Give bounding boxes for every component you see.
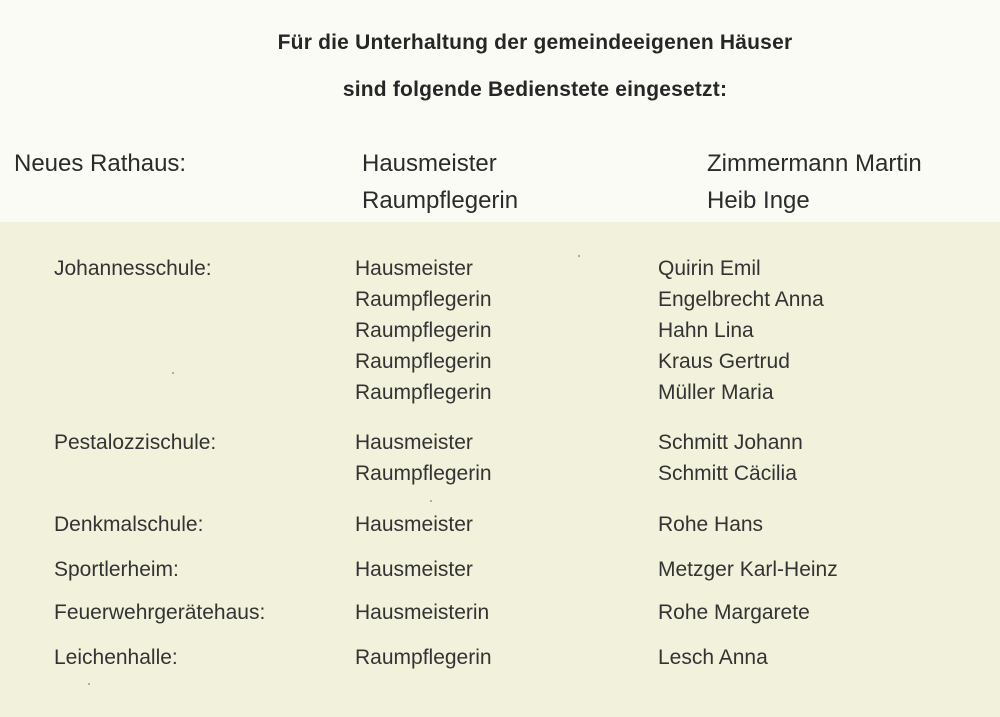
staff-name: Quirin Emil: [658, 257, 761, 280]
paper-speck: [172, 372, 174, 374]
staff-name: Lesch Anna: [658, 646, 768, 669]
building-name: Feuerwehrgerätehaus:: [54, 601, 266, 624]
staff-name: Rohe Margarete: [658, 601, 810, 624]
staff-name: Schmitt Johann: [658, 431, 803, 454]
building-name: Denkmalschule:: [54, 513, 204, 536]
staff-role: Hausmeister: [355, 431, 473, 454]
staff-name: Engelbrecht Anna: [658, 288, 824, 311]
staff-role: Raumpflegerin: [355, 319, 492, 342]
staff-role: Raumpflegerin: [362, 187, 519, 214]
paper-background-bottom: [0, 222, 1000, 717]
staff-role: Hausmeisterin: [355, 601, 490, 624]
staff-name: Hahn Lina: [658, 319, 754, 342]
building-name: Leichenhalle:: [54, 646, 178, 669]
paper-speck: [430, 500, 432, 502]
staff-role: Raumpflegerin: [355, 350, 492, 373]
staff-name: Schmitt Cäcilia: [658, 462, 797, 485]
document-title-line-2: sind folgende Bedienstete eingesetzt:: [342, 78, 728, 101]
building-name: Pestalozzischule:: [54, 431, 217, 454]
building-name: Neues Rathaus:: [14, 150, 187, 177]
staff-role: Raumpflegerin: [355, 288, 492, 311]
staff-role: Raumpflegerin: [355, 646, 492, 669]
paper-speck: [578, 255, 580, 257]
staff-name: Kraus Gertrud: [658, 350, 790, 373]
building-name: Johannesschule:: [54, 257, 212, 280]
staff-role: Raumpflegerin: [355, 381, 492, 404]
staff-role: Hausmeister: [355, 513, 473, 536]
staff-role: Hausmeister: [362, 150, 497, 177]
staff-name: Metzger Karl-Heinz: [658, 558, 838, 581]
document-title-line-1: Für die Unterhaltung der gemeindeeigenen Häuser: [277, 31, 793, 54]
staff-name: Müller Maria: [658, 381, 774, 404]
paper-speck: [88, 683, 90, 685]
staff-name: Rohe Hans: [658, 513, 764, 536]
building-name: Sportlerheim:: [54, 558, 179, 581]
staff-name: Heib Inge: [707, 187, 810, 214]
staff-role: Raumpflegerin: [355, 462, 492, 485]
staff-name: Zimmermann Martin: [707, 150, 922, 177]
staff-role: Hausmeister: [355, 558, 473, 581]
staff-role: Hausmeister: [355, 257, 473, 280]
